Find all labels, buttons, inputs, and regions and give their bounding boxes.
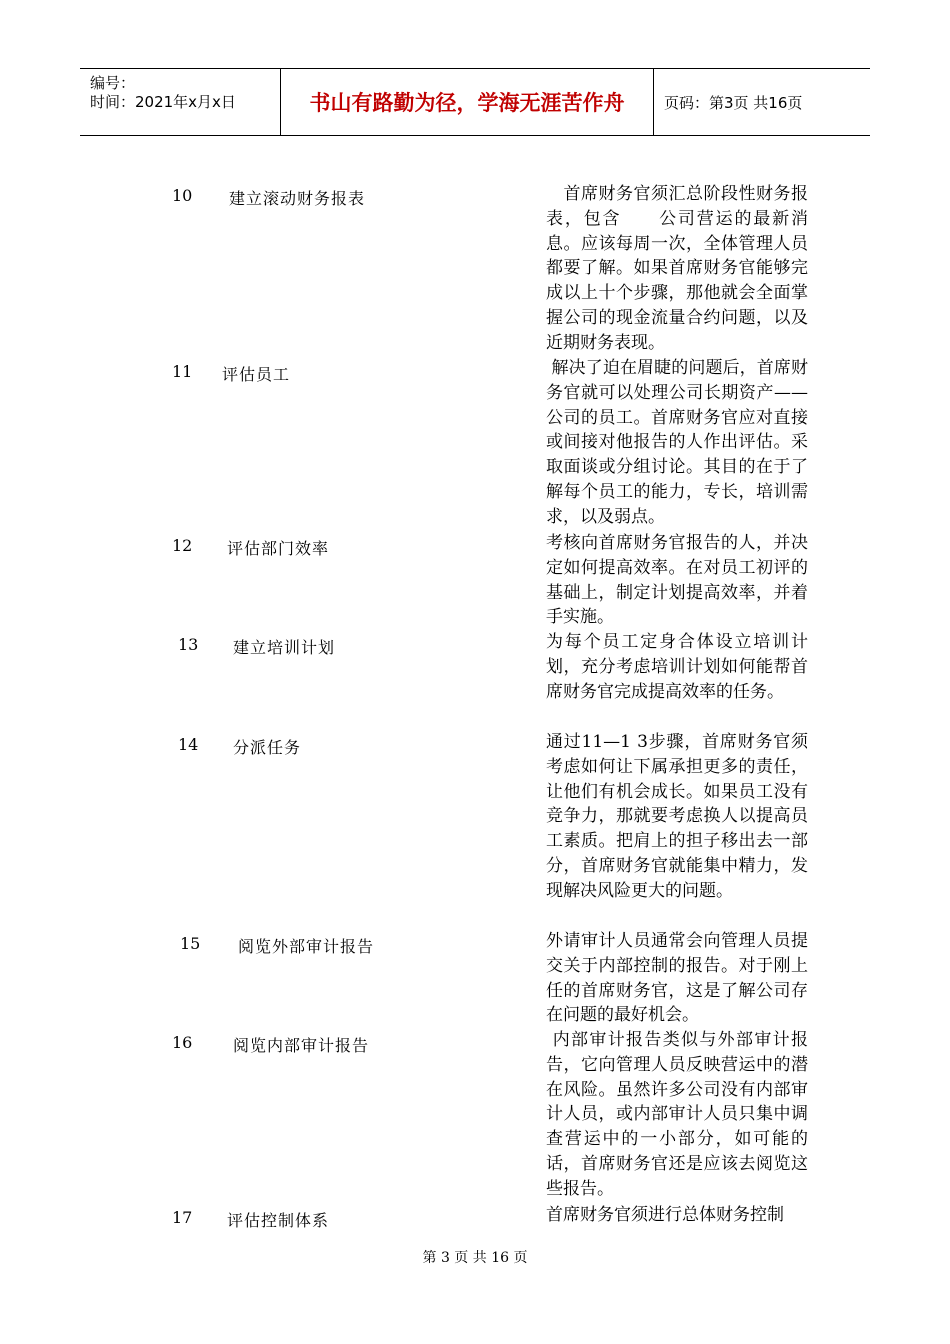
page-info: 页码：第3页 共16页 — [664, 93, 803, 112]
item-number: 13 — [178, 635, 199, 654]
item-number: 12 — [172, 536, 193, 555]
item-title: 建立滚动财务报表 — [229, 189, 366, 208]
item-description: 首席财务官须汇总阶段性财务报表，包含 公司营运的最新消息。应该每周一次，全体管理人员都要了解。如果首席财务官能够完成以上十个步骤，那他就会全面掌握公司的现金流量合约问题，以及近期财务表现。 — [546, 184, 808, 353]
item-number: 17 — [172, 1208, 193, 1227]
item-title: 分派任务 — [233, 738, 302, 757]
item-number: 10 — [172, 186, 193, 205]
item-description: 为每个员工定身合体设立培训计划，充分考虑培训计划如何能帮首席财务官完成提高效率的任务。 — [546, 632, 808, 702]
page-footer: 第 3 页 共 16 页 — [422, 1250, 528, 1266]
item-description: 考核向首席财务官报告的人，并决定如何提高效率。在对员工初评的基础上，制定计划提高效率，并着手实施。 — [546, 533, 808, 628]
item-description: 内部审计报告类似与外部审计报告，它向管理人员反映营运中的潜在风险。虽然许多公司没有内部审计人员，或内部审计人员只集中调查营运中的一小部分，如可能的话，首席财务官还是应该去阅览这些报告。 — [546, 1030, 808, 1199]
item-title: 建立培训计划 — [233, 638, 336, 657]
item-description: 外请审计人员通常会向管理人员提交关于内部控制的报告。对于刚上任的首席财务官，这是了解公司存在问题的最好机会。 — [546, 931, 808, 1026]
number-label: 编号： — [90, 74, 136, 92]
item-title: 阅览内部审计报告 — [233, 1036, 370, 1055]
item-number: 16 — [172, 1033, 193, 1052]
header-meta — [80, 69, 281, 135]
item-title: 评估控制体系 — [227, 1211, 330, 1230]
item-description: 通过11—1 3步骤，首席财务官须考虑如何让下属承担更多的责任，让他们有机会成长。如果员工没有竞争力，那就要考虑换人以提高员工素质。把肩上的担子移出去一部分，首席财务官就能集中精力，发现解决风险更大的问题。 — [546, 732, 808, 901]
item-description: 首席财务官须进行总体财务控制 — [546, 1205, 784, 1225]
time-label: 时间：2021年x月x日 — [90, 93, 236, 111]
item-title: 评估部门效率 — [227, 539, 330, 558]
item-title: 评估员工 — [222, 365, 291, 384]
item-number: 15 — [180, 934, 201, 953]
item-title: 阅览外部审计报告 — [238, 937, 375, 956]
document-header — [80, 68, 870, 136]
item-number: 14 — [178, 735, 199, 754]
item-number: 11 — [172, 362, 193, 381]
item-description: 解决了迫在眉睫的问题后，首席财务官就可以处理公司长期资产——公司的员工。首席财务官应对直接或间接对他报告的人作出评估。采取面谈或分组讨论。其目的在于了解每个员工的能力，专长，培训需求，以及弱点。 — [546, 358, 809, 527]
motto: 书山有路勤为径，学海无涯苦作舟 — [281, 69, 654, 135]
